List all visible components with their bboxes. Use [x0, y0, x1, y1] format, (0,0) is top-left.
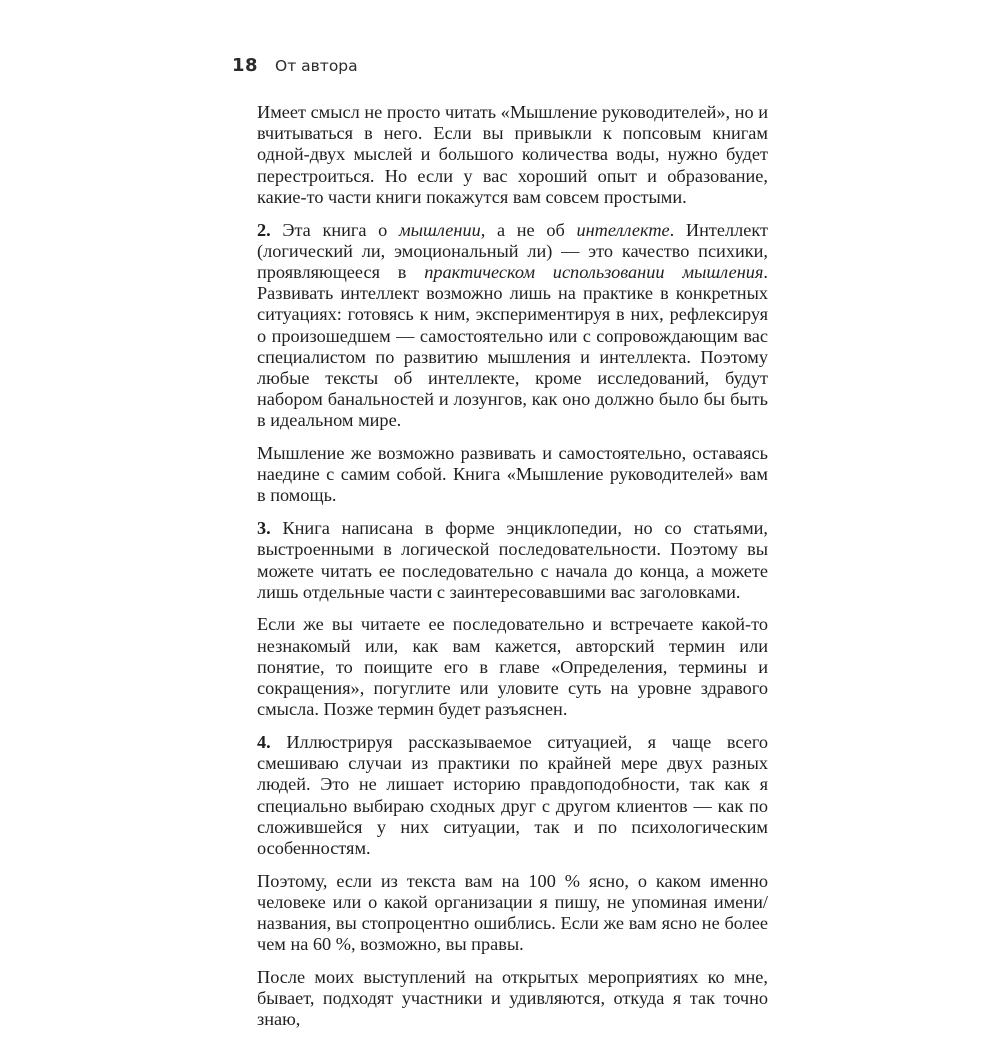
paragraph [257, 443, 768, 507]
paragraph-text: Иллюстрируя рассказываемое ситуацией, я чаще всего смешиваю случаи из практики по крайней мере двух разных людей. Это не лишает историю правдоподобности, так как я специально выбираю сходных друг с другом клиентов — как по сложившейся у них ситуации, так и по психологическим особенностям. [257, 731, 768, 858]
paragraph [257, 614, 768, 720]
paragraph-text: , а не об [480, 219, 577, 240]
paragraph-text: Если же вы читаете ее последовательно и встречаете какой-то незнакомый или, как вам кажется, авторский термин или понятие, то поищите его в главе «Определения, термины и сокращения», погуглите или уловите суть на уровне здравого смысла. Позже термин будет разъяснен. [257, 614, 768, 720]
paragraph-text: Поэтому, если из текста вам на 100 % ясно, о каком именно человеке или о какой организации я пишу, не упоминая имени/названия, вы стопроцентно ошиблись. Если же вам ясно не более чем на 60 %, возможно, вы правы. [257, 870, 768, 955]
paragraph [257, 871, 768, 956]
item-number: 4. [257, 731, 271, 752]
paragraph-text: После моих выступлений на открытых мероприятиях ко мне, бывает, подходят участники и удивляются, откуда я так точно знаю, [257, 967, 768, 1030]
paragraph [257, 967, 768, 1031]
paragraph [257, 102, 768, 208]
body-text [257, 102, 768, 1042]
paragraph [257, 518, 768, 603]
paragraph-text: Книга написана в форме энциклопедии, но со статьями, выстроенными в логической последовательности. Поэтому вы можете читать ее последовательно с начала до конца, а можете лишь отдельные части с заинтересовавшими вас заголовками. [257, 518, 768, 602]
paragraph-text: Мышление же возможно развивать и самостоятельно, оставаясь наедине с самим собой. Книга «Мышление руководителей» вам в помощь. [257, 443, 768, 506]
emphasis-text: мышлении [399, 219, 481, 240]
running-title: От автора [275, 57, 358, 75]
emphasis-text: интеллекте [576, 219, 670, 240]
page-number: 18 [232, 55, 259, 76]
paragraph-text: . Развивать интеллект возможно лишь на практике в конкретных ситуациях: готовясь к ним, экспериментируя в них, рефлексируя о произошедшем — самостоятельно или с сопровождающим вас специалистом по развитию мышления и интеллекта. Поэтому любые тексты об интеллекте, кроме исследований, будут набором банальностей и лозунгов, как оно должно было бы быть в идеальном мире. [257, 261, 768, 431]
item-number: 3. [257, 518, 271, 539]
paragraph-text: . Интеллект (логический ли, эмоциональный ли) — это качество психики, проявляющееся в [257, 219, 768, 282]
paragraph-text: Имеет смысл не просто читать «Мышление руководителей», но и вчитываться в него. Если вы привыкли к попсовым книгам одной-двух мыслей и большого количества воды, нужно будет перестроиться. Но если у вас хороший опыт и образование, какие-то части книги покажутся вам совсем простыми. [257, 102, 768, 207]
running-head [232, 55, 358, 81]
paragraph-text: Эта книга о [270, 219, 399, 240]
item-number: 2. [257, 219, 271, 240]
paragraph [257, 220, 768, 432]
paragraph [257, 732, 768, 859]
emphasis-text: практическом использовании мышления [424, 261, 764, 282]
